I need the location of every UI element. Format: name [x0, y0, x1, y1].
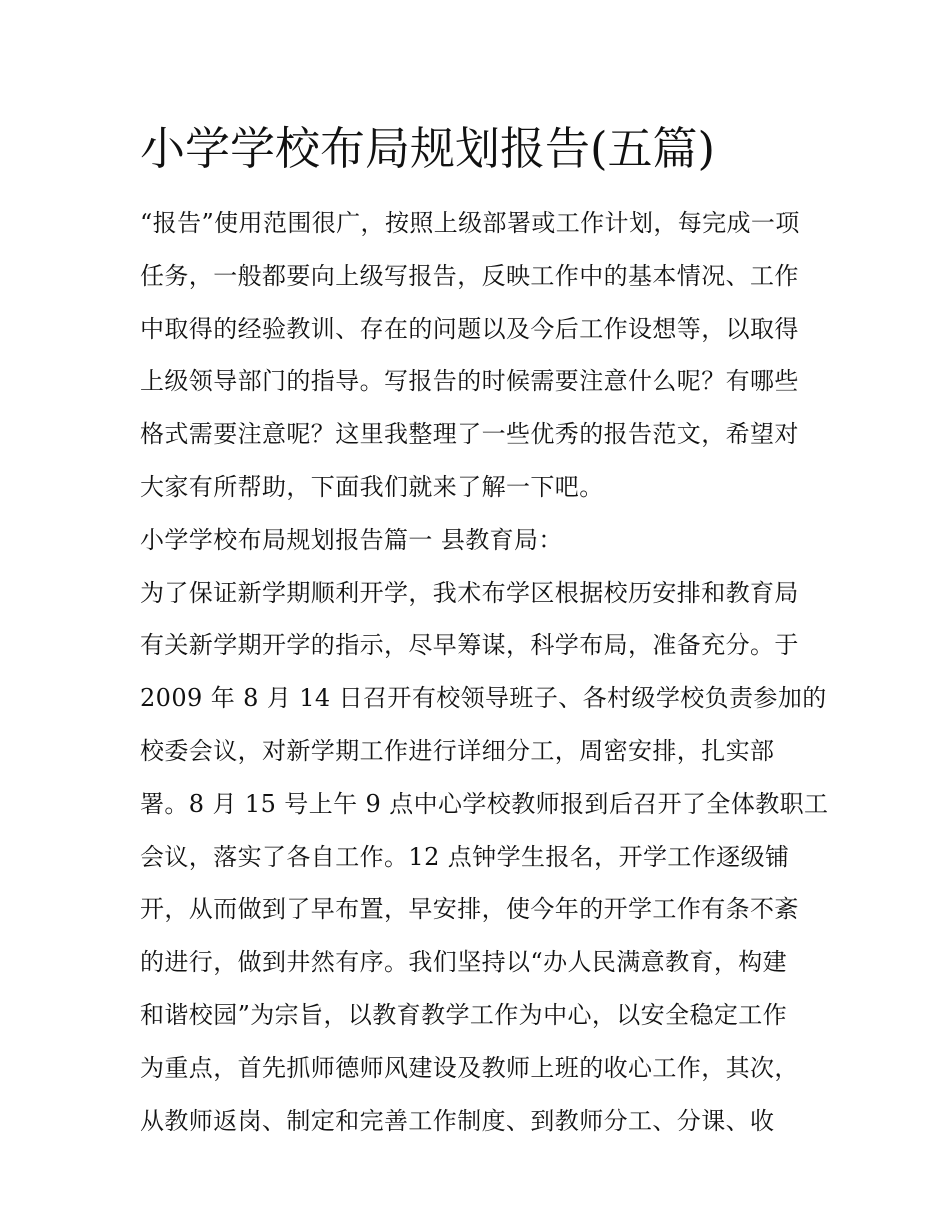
text-line: “报告”使用范围很广，按照上级部署或工作计划，每完成一项 — [140, 209, 800, 237]
document-title: 小学学校布局规划报告(五篇) — [140, 122, 716, 175]
text-line: 任务，一般都要向上级写报告，反映工作中的基本情况、工作 — [140, 261, 799, 290]
text-line: 和谐校园”为宗旨，以教育教学工作为中心，以安全稳定工作 — [140, 1000, 788, 1029]
text-line: 大家有所帮助，下面我们就来了解一下吧。 — [140, 472, 604, 501]
text-line: 开，从而做到了早布置，早安排，使今年的开学工作有条不紊 — [140, 895, 799, 924]
text-line: 为了保证新学期顺利开学，我术布学区根据校历安排和教育局 — [140, 578, 799, 607]
text-line: 2009 年 8 月 14 日召开有校领导班子、各村级学校负责参加的 — [140, 684, 827, 713]
text-line: 中取得的经验教训、存在的问题以及今后工作设想等，以取得 — [140, 314, 799, 343]
document-body — [140, 197, 829, 1147]
text-line: 格式需要注意呢？这里我整理了一些优秀的报告范文，希望对 — [140, 420, 799, 449]
text-line: 有关新学期开学的指示，尽早筹谋，科学布局，准备充分。于 — [140, 631, 799, 660]
text-line: 会议，落实了各自工作。12 点钟学生报名，开学工作逐级铺 — [140, 842, 790, 871]
text-line: 的进行，做到井然有序。我们坚持以“办人民满意教育，构建 — [140, 948, 788, 977]
section-heading-line: 小学学校布局规划报告篇一 县教育局： — [140, 525, 563, 554]
text-line: 署。8 月 15 号上午 9 点中心学校教师报到后召开了全体教职工 — [140, 789, 829, 818]
text-line: 上级领导部门的指导。写报告的时候需要注意什么呢？有哪些 — [140, 367, 799, 396]
text-line: 从教师返岗、制定和完善工作制度、到教师分工、分课、收 — [140, 1106, 775, 1135]
text-line: 为重点，首先抓师德师风建设及教师上班的收心工作，其次， — [140, 1053, 799, 1082]
text-line: 校委会议，对新学期工作进行详细分工，周密安排，扎实部 — [140, 736, 775, 765]
